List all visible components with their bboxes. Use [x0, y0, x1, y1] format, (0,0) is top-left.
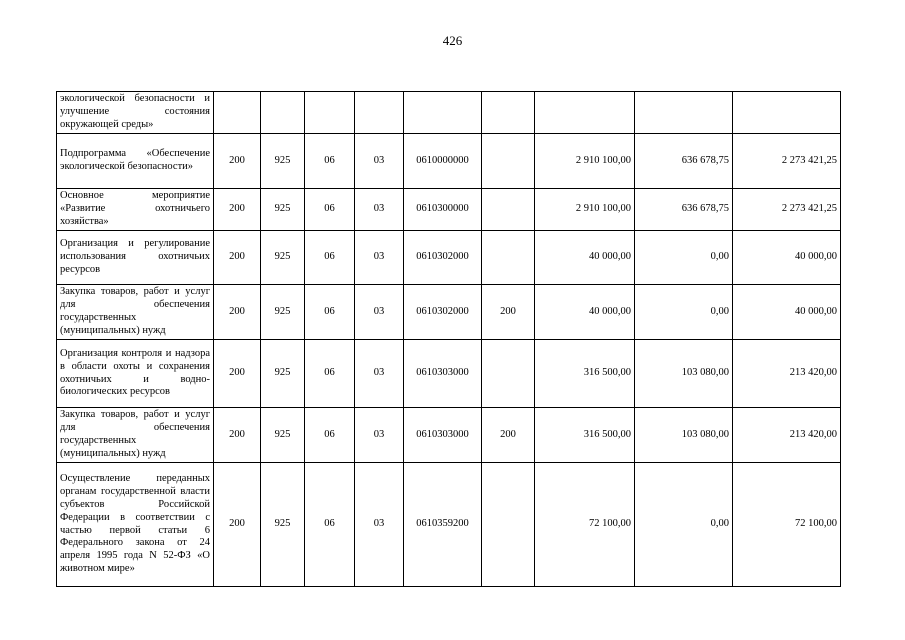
- section-cell: 06: [305, 189, 355, 231]
- plan-amount-cell: 40 000,00: [535, 231, 635, 285]
- target-article-cell: 0610300000: [404, 189, 482, 231]
- subsection-cell: 03: [355, 285, 404, 340]
- section-cell: 06: [305, 340, 355, 408]
- subsection-cell: 03: [355, 340, 404, 408]
- ministry-cell: 925: [261, 408, 305, 463]
- target-article-cell: 0610303000: [404, 408, 482, 463]
- admin-cell: 200: [214, 340, 261, 408]
- subsection-cell: 03: [355, 408, 404, 463]
- plan-amount-cell: 2 910 100,00: [535, 134, 635, 189]
- expense-type-cell: 200: [482, 408, 535, 463]
- target-article-cell: 0610359200: [404, 463, 482, 587]
- executed-amount-cell: [635, 92, 733, 134]
- ministry-cell: [261, 92, 305, 134]
- row-name-cell: Организация и регулирование использования охотничьих ресурсов: [57, 231, 214, 285]
- row-name-cell: Основное мероприятие «Развитие охотничьего хозяйства»: [57, 189, 214, 231]
- section-cell: 06: [305, 408, 355, 463]
- target-article-cell: 0610000000: [404, 134, 482, 189]
- section-cell: [305, 92, 355, 134]
- plan-amount-cell: 2 910 100,00: [535, 189, 635, 231]
- remainder-amount-cell: 213 420,00: [733, 408, 841, 463]
- target-article-cell: [404, 92, 482, 134]
- target-article-cell: 0610302000: [404, 231, 482, 285]
- plan-amount-cell: 316 500,00: [535, 340, 635, 408]
- remainder-amount-cell: 2 273 421,25: [733, 134, 841, 189]
- ministry-cell: 925: [261, 134, 305, 189]
- expense-type-cell: [482, 231, 535, 285]
- subsection-cell: [355, 92, 404, 134]
- row-name-cell: экологической безопасности и улучшение состояния окружающей среды»: [57, 92, 214, 134]
- row-name-cell: Осуществление переданных органам государственной власти субъектов Российской Федерации в соответствии с частью первой статьи 6 Федерального закона от 24 апреля 1995 года N 52-ФЗ «О животном мире»: [57, 463, 214, 587]
- executed-amount-cell: 103 080,00: [635, 408, 733, 463]
- expense-type-cell: [482, 340, 535, 408]
- remainder-amount-cell: 40 000,00: [733, 285, 841, 340]
- plan-amount-cell: 40 000,00: [535, 285, 635, 340]
- admin-cell: 200: [214, 285, 261, 340]
- section-cell: 06: [305, 231, 355, 285]
- executed-amount-cell: 103 080,00: [635, 340, 733, 408]
- section-cell: 06: [305, 134, 355, 189]
- table-row: [57, 231, 841, 285]
- subsection-cell: 03: [355, 463, 404, 587]
- remainder-amount-cell: 72 100,00: [733, 463, 841, 587]
- subsection-cell: 03: [355, 134, 404, 189]
- expense-type-cell: 200: [482, 285, 535, 340]
- row-name-cell: Организация контроля и надзора в области охоты и сохранения охотничьих и водно-биологических ресурсов: [57, 340, 214, 408]
- admin-cell: 200: [214, 463, 261, 587]
- plan-amount-cell: [535, 92, 635, 134]
- ministry-cell: 925: [261, 285, 305, 340]
- executed-amount-cell: 0,00: [635, 231, 733, 285]
- executed-amount-cell: 636 678,75: [635, 134, 733, 189]
- expense-type-cell: [482, 92, 535, 134]
- target-article-cell: 0610302000: [404, 285, 482, 340]
- ministry-cell: 925: [261, 340, 305, 408]
- remainder-amount-cell: 2 273 421,25: [733, 189, 841, 231]
- plan-amount-cell: 72 100,00: [535, 463, 635, 587]
- ministry-cell: 925: [261, 231, 305, 285]
- table-row: [57, 408, 841, 463]
- admin-cell: 200: [214, 189, 261, 231]
- remainder-amount-cell: 40 000,00: [733, 231, 841, 285]
- subsection-cell: 03: [355, 189, 404, 231]
- table-row: [57, 340, 841, 408]
- admin-cell: [214, 92, 261, 134]
- section-cell: 06: [305, 463, 355, 587]
- table-row: [57, 285, 841, 340]
- table-row: [57, 92, 841, 134]
- plan-amount-cell: 316 500,00: [535, 408, 635, 463]
- expense-type-cell: [482, 134, 535, 189]
- remainder-amount-cell: [733, 92, 841, 134]
- admin-cell: 200: [214, 134, 261, 189]
- executed-amount-cell: 0,00: [635, 285, 733, 340]
- section-cell: 06: [305, 285, 355, 340]
- target-article-cell: 0610303000: [404, 340, 482, 408]
- row-name-cell: Закупка товаров, работ и услуг для обеспечения государственных (муниципальных) нужд: [57, 408, 214, 463]
- executed-amount-cell: 636 678,75: [635, 189, 733, 231]
- budget-table: [56, 91, 841, 587]
- admin-cell: 200: [214, 231, 261, 285]
- page-number: 426: [442, 33, 463, 48]
- remainder-amount-cell: 213 420,00: [733, 340, 841, 408]
- table-row: [57, 189, 841, 231]
- row-name-cell: Подпрограмма «Обеспечение экологической безопасности»: [57, 134, 214, 189]
- table-row: [57, 463, 841, 587]
- subsection-cell: 03: [355, 231, 404, 285]
- executed-amount-cell: 0,00: [635, 463, 733, 587]
- expense-type-cell: [482, 463, 535, 587]
- ministry-cell: 925: [261, 189, 305, 231]
- table-row: [57, 134, 841, 189]
- row-name-cell: Закупка товаров, работ и услуг для обеспечения государственных (муниципальных) нужд: [57, 285, 214, 340]
- ministry-cell: 925: [261, 463, 305, 587]
- expense-type-cell: [482, 189, 535, 231]
- admin-cell: 200: [214, 408, 261, 463]
